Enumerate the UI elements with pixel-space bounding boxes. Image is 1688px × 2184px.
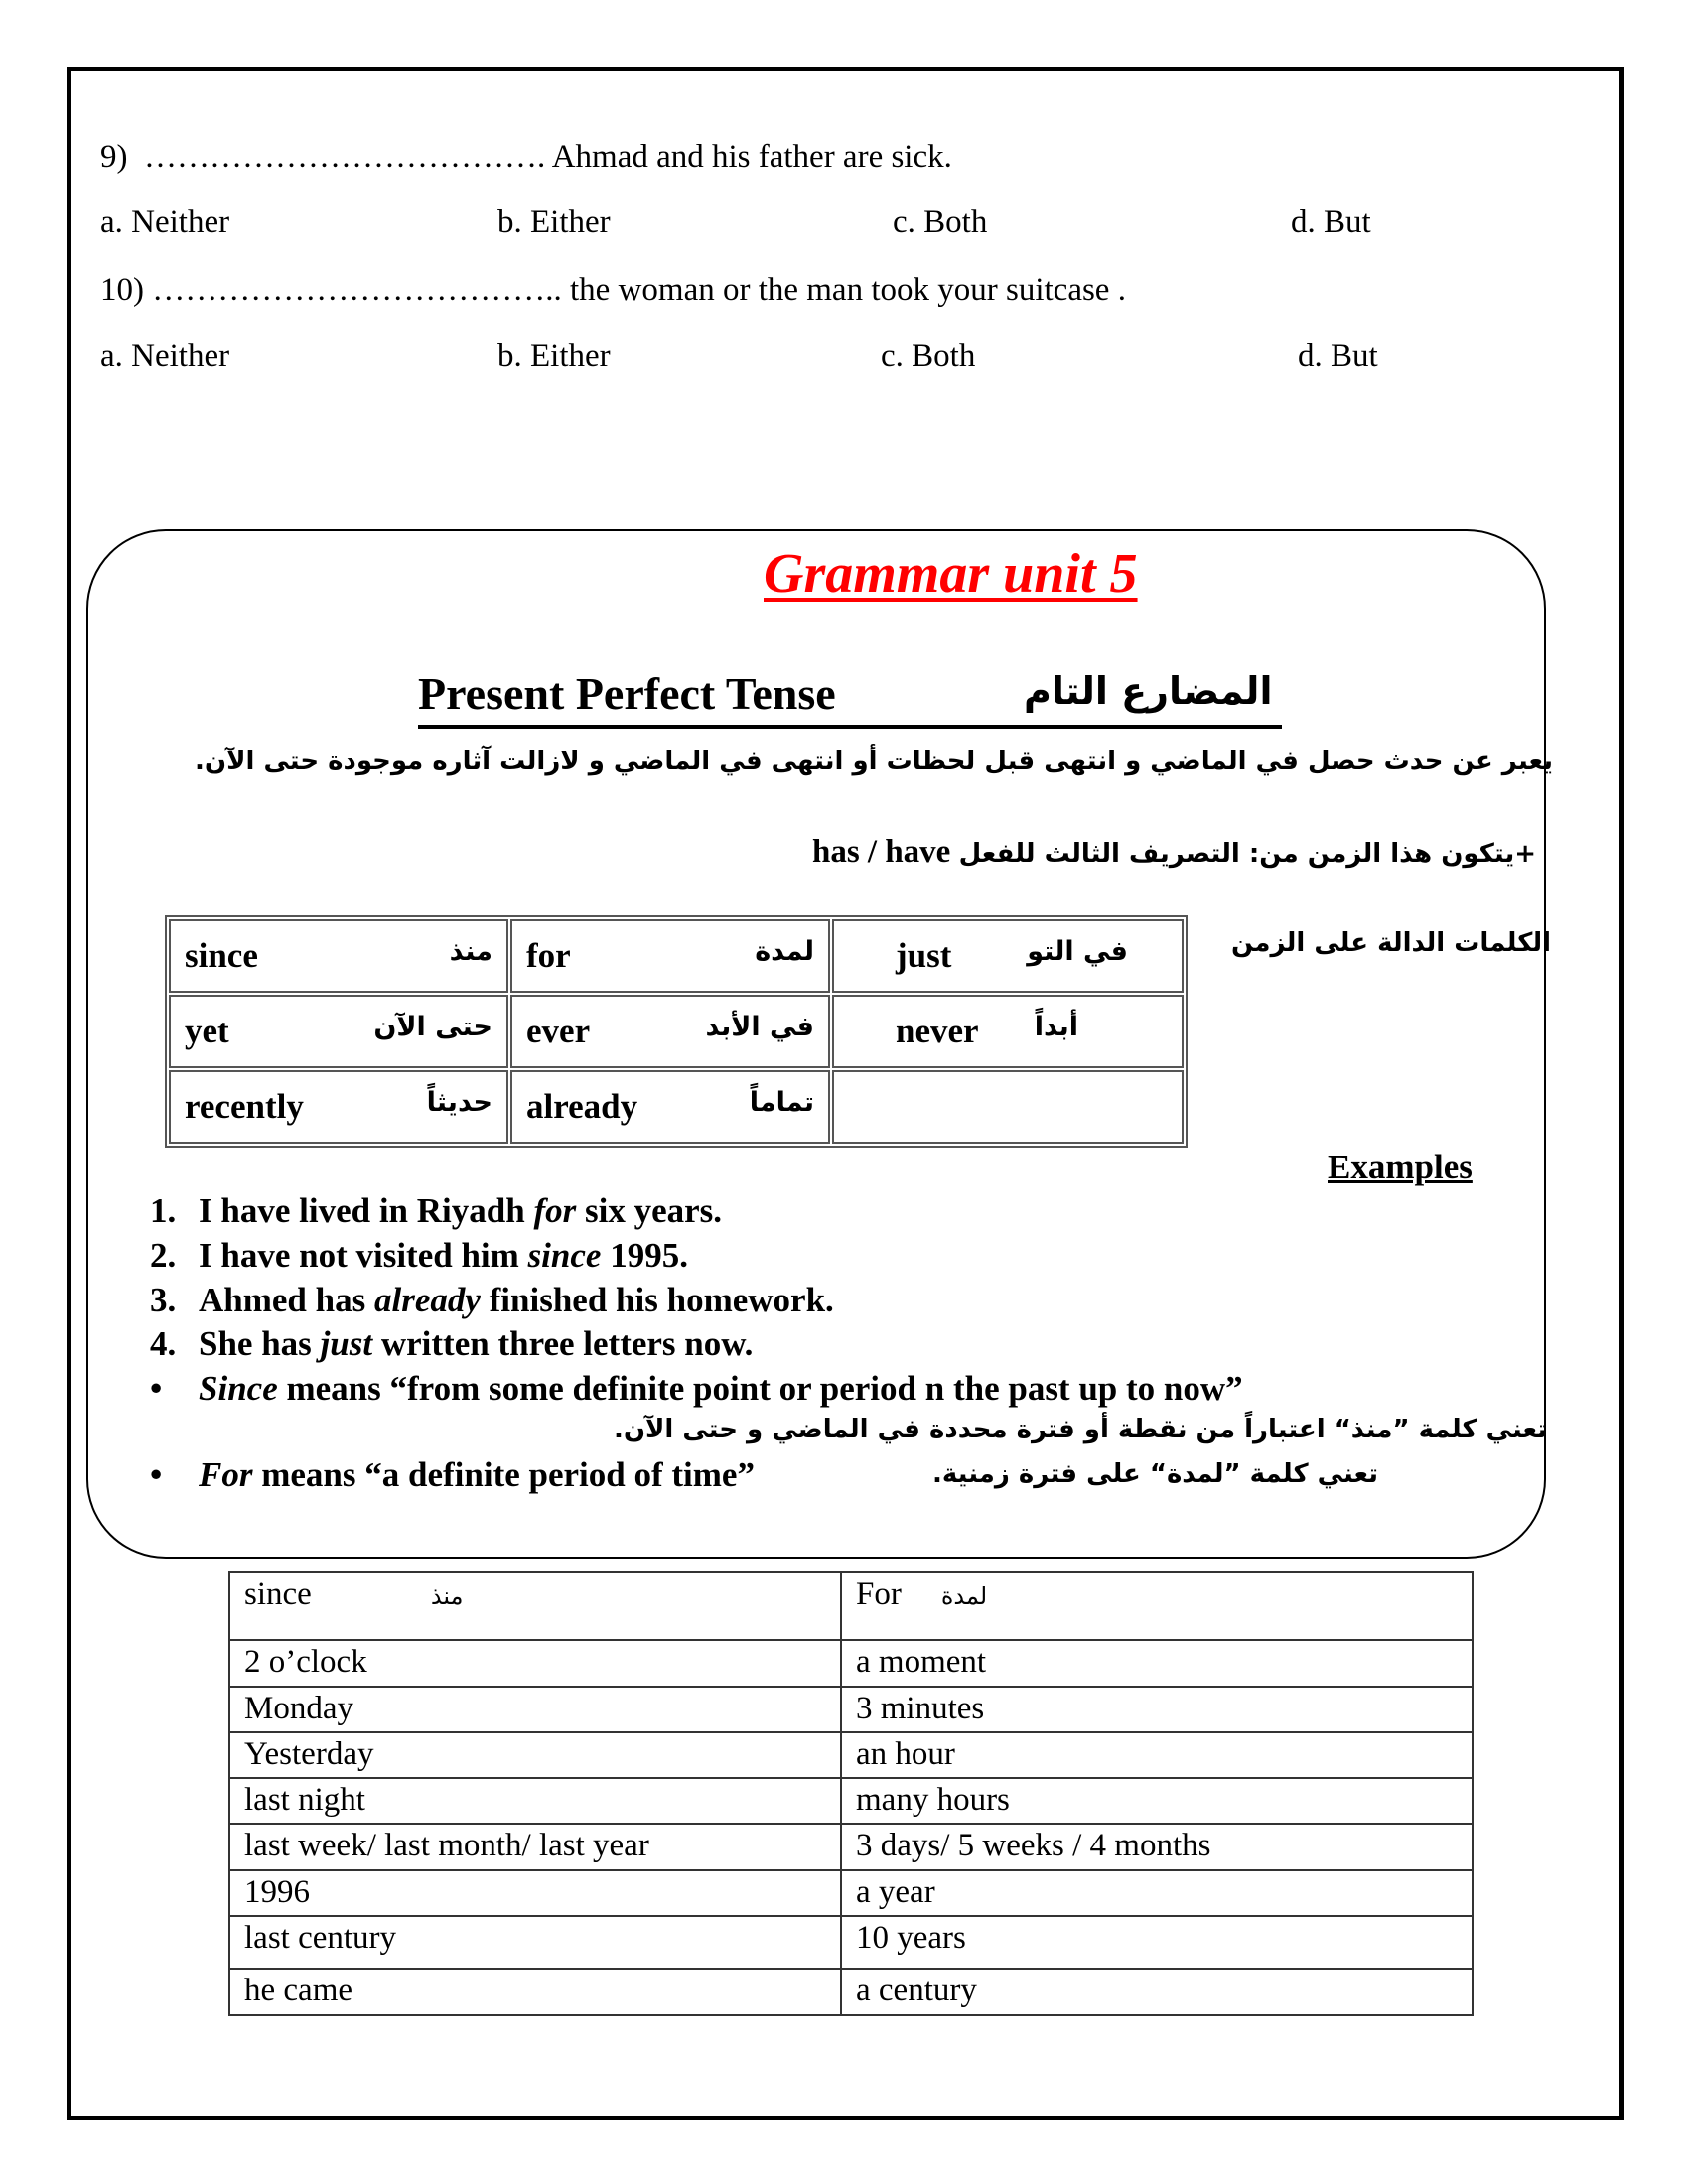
keywords-label-ar: الكلمات الدالة على الزمن: [1230, 928, 1551, 958]
table-row: [229, 1778, 1473, 1824]
since-cell: last night: [229, 1778, 841, 1824]
keyword-en: since: [185, 936, 258, 975]
example-item: [150, 1191, 722, 1231]
option-c[interactable]: c. Both: [881, 339, 976, 374]
keywords-table: [165, 915, 1188, 1148]
question-blank: ……………………………….: [144, 139, 546, 175]
option-c[interactable]: c. Both: [893, 205, 988, 240]
note-keyword: For: [199, 1455, 253, 1494]
since-cell: 2 o’clock: [229, 1640, 841, 1687]
header-en: since: [244, 1576, 312, 1612]
table-row: [229, 1640, 1473, 1687]
keyword-ar: حديثاً: [426, 1087, 492, 1118]
example-keyword: just: [320, 1324, 373, 1363]
table-row: [229, 1687, 1473, 1732]
question-text: Ahmad and his father are sick.: [551, 139, 952, 175]
formation-ar: يتكون هذا الزمن من: التصريف الثالث للفعل+: [958, 839, 1536, 869]
keyword-ar: حتى الآن: [373, 1012, 492, 1042]
example-keyword: for: [533, 1191, 577, 1230]
question-blank: ………………………………..: [152, 272, 562, 308]
question-10: [100, 272, 1126, 309]
note-since: [150, 1369, 1243, 1409]
since-cell: Yesterday: [229, 1732, 841, 1778]
keyword-cell: [832, 995, 1184, 1068]
header-en: For: [856, 1576, 902, 1612]
keyword-ar: لمدة: [755, 936, 814, 967]
since-cell: he came: [229, 1969, 841, 2015]
example-item: [150, 1281, 834, 1320]
since-cell: last week/ last month/ last year: [229, 1824, 841, 1870]
since-cell: Monday: [229, 1687, 841, 1732]
option-a[interactable]: a. Neither: [100, 339, 230, 374]
table-row: [169, 919, 1184, 993]
tense-heading-ar: المضارع التام: [1024, 669, 1273, 713]
keyword-ar: منذ: [449, 936, 492, 967]
header-ar: منذ: [430, 1582, 464, 1610]
examples-label: Examples: [1328, 1148, 1473, 1186]
note-keyword: Since: [199, 1369, 278, 1408]
table-row: [229, 1732, 1473, 1778]
keyword-en: already: [526, 1087, 638, 1126]
keyword-cell: [169, 919, 508, 993]
option-b[interactable]: b. Either: [497, 205, 611, 240]
option-b[interactable]: b. Either: [497, 339, 611, 374]
bullet: •: [150, 1369, 163, 1408]
header-ar: لمدة: [940, 1582, 988, 1610]
list-marker: 1.: [150, 1191, 177, 1230]
table-row: [169, 1070, 1184, 1144]
since-cell: 1996: [229, 1870, 841, 1916]
table-row: [229, 1969, 1473, 2015]
option-a[interactable]: a. Neither: [100, 205, 230, 240]
note-text: means “a definite period of time”: [252, 1455, 755, 1494]
table-row: [229, 1916, 1473, 1969]
formation: [812, 834, 1536, 871]
example-keyword: since: [527, 1236, 602, 1275]
option-d[interactable]: d. But: [1298, 339, 1378, 374]
for-cell: 3 days/ 5 weeks / 4 months: [841, 1824, 1473, 1870]
question-text: the woman or the man took your suitcase .: [570, 272, 1126, 308]
table-row: [229, 1870, 1473, 1916]
note-since-ar: تعني كلمة ”منذ“ اعتباراً من نقطة أو فترة محددة في الماضي و حتى الآن.: [613, 1415, 1547, 1444]
example-text: written three letters now.: [372, 1324, 754, 1363]
keyword-en: just: [896, 936, 952, 975]
keyword-cell: [832, 919, 1184, 993]
keyword-ar: أبداً: [1034, 1012, 1078, 1042]
keyword-ar: في التو: [1027, 936, 1128, 967]
tense-heading: [418, 667, 1282, 729]
note-text: means “from some definite point or period n the past up to now”: [277, 1369, 1243, 1408]
for-cell: 10 years: [841, 1916, 1473, 1969]
grammar-title: Grammar unit 5: [764, 543, 1138, 605]
since-cell: last century: [229, 1916, 841, 1969]
example-text: She has: [199, 1324, 321, 1363]
example-keyword: already: [373, 1281, 481, 1319]
question-9: [100, 139, 952, 176]
header-since: [229, 1572, 841, 1640]
table-row: [169, 995, 1184, 1068]
example-text: six years.: [576, 1191, 723, 1230]
for-cell: an hour: [841, 1732, 1473, 1778]
keyword-cell: [169, 995, 508, 1068]
example-text: Ahmed has: [199, 1281, 374, 1319]
example-text: 1995.: [601, 1236, 688, 1275]
keyword-ar: تماماً: [749, 1087, 814, 1118]
since-for-table: [228, 1571, 1474, 2016]
example-item: [150, 1324, 753, 1364]
keyword-cell: [169, 1070, 508, 1144]
header-for: [841, 1572, 1473, 1640]
keyword-en: yet: [185, 1012, 229, 1050]
table-header-row: [229, 1572, 1473, 1640]
table-row: [229, 1824, 1473, 1870]
for-cell: a century: [841, 1969, 1473, 2015]
example-item: [150, 1236, 688, 1276]
for-cell: a moment: [841, 1640, 1473, 1687]
keyword-en: recently: [185, 1087, 304, 1126]
for-cell: 3 minutes: [841, 1687, 1473, 1732]
note-for: [150, 1455, 755, 1495]
note-for-ar: تعني كلمة ”لمدة“ على فترة زمنية.: [931, 1459, 1378, 1489]
example-text: finished his homework.: [480, 1281, 834, 1319]
example-text: I have lived in Riyadh: [199, 1191, 534, 1230]
keyword-en: ever: [526, 1012, 591, 1050]
tense-heading-en: Present Perfect Tense: [418, 668, 836, 719]
for-cell: a year: [841, 1870, 1473, 1916]
list-marker: 4.: [150, 1324, 177, 1363]
question-number: 9): [100, 139, 128, 175]
bullet: •: [150, 1455, 163, 1494]
question-number: 10): [100, 272, 144, 308]
keyword-cell: [510, 1070, 830, 1144]
keyword-ar: في الأبد: [705, 1012, 814, 1042]
keyword-en: never: [896, 1012, 979, 1050]
list-marker: 2.: [150, 1236, 177, 1275]
keyword-cell: [510, 919, 830, 993]
formation-en: has / have: [811, 834, 951, 870]
keyword-cell-empty: [832, 1070, 1184, 1144]
option-d[interactable]: d. But: [1291, 205, 1371, 240]
keyword-en: for: [526, 936, 571, 975]
keyword-cell: [510, 995, 830, 1068]
example-text: I have not visited him: [199, 1236, 528, 1275]
for-cell: many hours: [841, 1778, 1473, 1824]
list-marker: 3.: [150, 1281, 177, 1319]
definition-ar: يعبر عن حدث حصل في الماضي و انتهى قبل لحظات أو انتهى في الماضي و لازالت آثاره موجودة حتى الآن.: [195, 747, 1553, 776]
